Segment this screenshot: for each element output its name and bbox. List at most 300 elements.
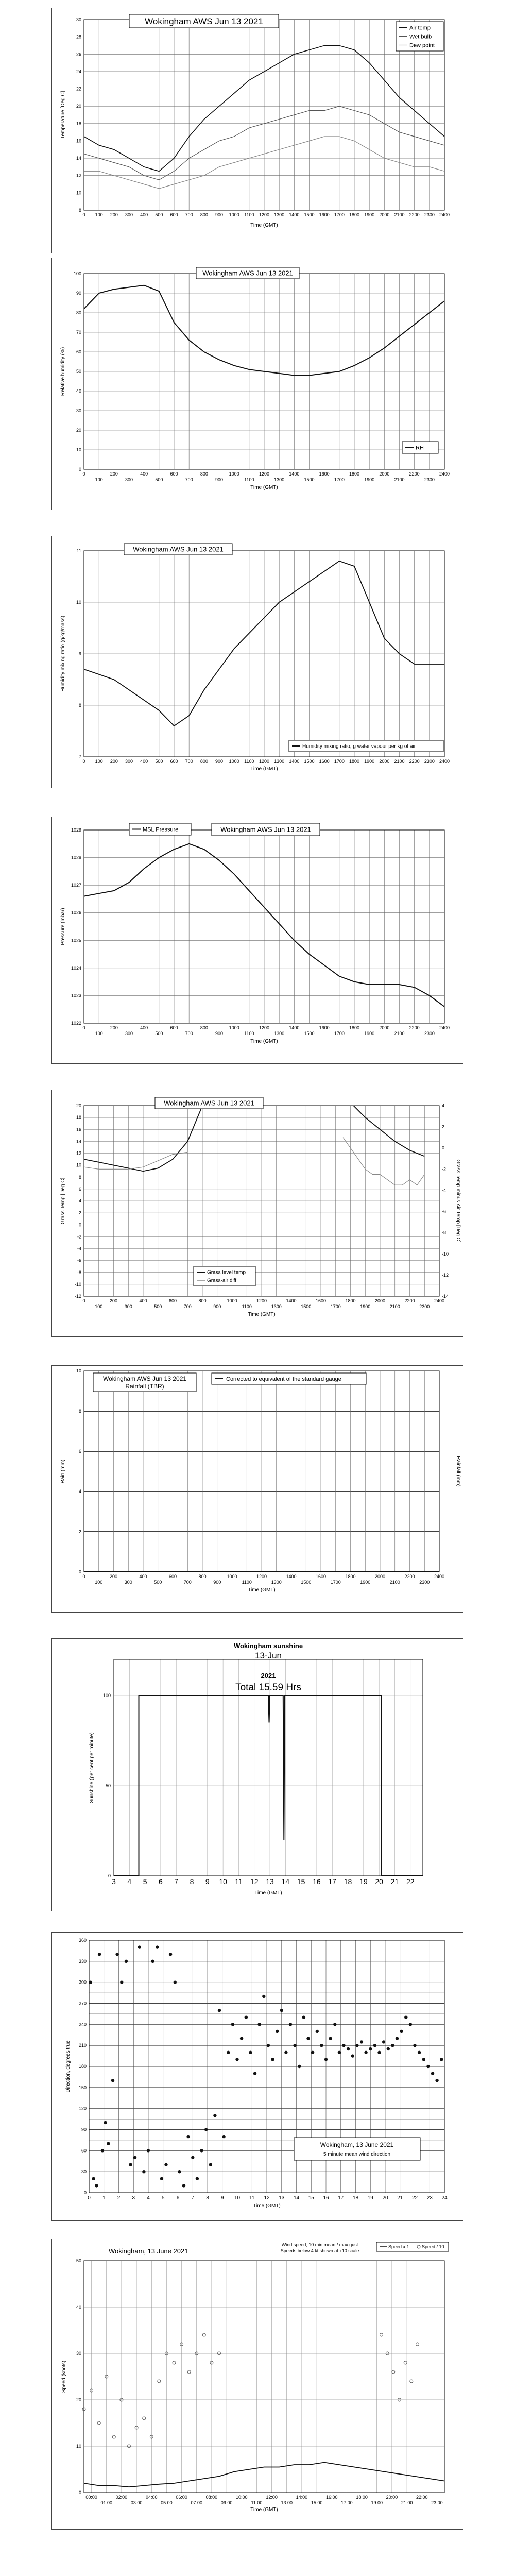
y-tick-label: 20 xyxy=(76,428,81,433)
x-tick-label: 1700 xyxy=(334,477,345,482)
x-tick-label: 13 xyxy=(266,1877,274,1886)
x-tick-label: 500 xyxy=(154,1580,162,1585)
grass-temp-chart xyxy=(52,1090,463,1336)
y-tick-label: 1029 xyxy=(71,827,81,833)
x-tick-label: 200 xyxy=(109,1298,118,1303)
x-tick-label: 1700 xyxy=(330,1580,341,1585)
chart-note: Speeds below 4 kt shown at x10 scale xyxy=(280,2248,359,2253)
x-tick-label: 16 xyxy=(313,1877,321,1886)
x-tick-label: 18 xyxy=(344,1877,352,1886)
x-tick-label: 06:00 xyxy=(176,2495,187,2500)
x-tick-label: 7 xyxy=(191,2195,195,2201)
speed-div10-point xyxy=(112,2435,115,2438)
x-tick-label: 2000 xyxy=(379,759,390,764)
x-tick-label: 2400 xyxy=(439,1025,450,1030)
x-tick-label: 18:00 xyxy=(356,2495,368,2500)
wind-direction-point xyxy=(426,2065,430,2068)
wind-direction-point xyxy=(101,2149,104,2152)
x-tick-label: 20 xyxy=(375,1877,383,1886)
wind-direction-point xyxy=(382,2040,385,2043)
y-tick-label: 1027 xyxy=(71,883,81,888)
speed-div10-point xyxy=(173,2361,176,2364)
x-tick-label: 800 xyxy=(198,1574,207,1579)
wind-speed-chart-panel xyxy=(52,2239,464,2530)
y-tick-label: 150 xyxy=(78,2084,87,2090)
wind-direction-point xyxy=(293,2044,296,2047)
wind-direction-point xyxy=(306,2037,310,2040)
wind-direction-point xyxy=(333,2023,336,2026)
y-right-tick-label: -10 xyxy=(442,1251,449,1257)
y-tick-label: 0 xyxy=(78,467,81,472)
x-tick-label: 09:00 xyxy=(220,2500,233,2505)
y-tick-label: -10 xyxy=(74,1281,81,1287)
y-tick-label: 30 xyxy=(76,2351,81,2356)
x-tick-label: 1200 xyxy=(259,212,270,217)
x-tick-label: 600 xyxy=(170,471,178,477)
legend-label: RH xyxy=(416,445,424,451)
grass-temp-chart-panel xyxy=(52,1090,464,1337)
x-tick-label: 400 xyxy=(140,471,148,477)
temperature-chart-panel xyxy=(52,8,464,253)
x-tick-label: 0 xyxy=(82,471,85,477)
y-tick-label: 40 xyxy=(76,388,81,394)
x-tick-label: 1100 xyxy=(242,1304,252,1309)
x-tick-label: 1800 xyxy=(349,1025,360,1030)
y-axis-title: Relative humidity (%) xyxy=(60,347,66,396)
x-tick-label: 15 xyxy=(297,1877,305,1886)
wind-direction-point xyxy=(209,2163,212,2166)
x-tick-label: 2200 xyxy=(409,471,420,477)
x-tick-label: 13 xyxy=(279,2195,285,2201)
wind-direction-point xyxy=(142,2170,145,2173)
x-tick-label: 1300 xyxy=(271,1580,282,1585)
wind-direction-point xyxy=(360,2040,363,2043)
speed-div10-point xyxy=(416,2343,419,2346)
y-tick-label: 10 xyxy=(76,447,81,452)
x-tick-label: 2300 xyxy=(424,759,435,764)
wind-direction-point xyxy=(196,2177,199,2180)
x-tick-label: 1800 xyxy=(349,212,360,217)
x-tick-label: 1900 xyxy=(360,1304,371,1309)
y-right-tick-label: -12 xyxy=(442,1272,449,1278)
x-tick-label: 300 xyxy=(125,212,133,217)
plot-area xyxy=(84,2261,444,2493)
y-tick-label: 18 xyxy=(76,1115,81,1121)
y-tick-label: -4 xyxy=(77,1246,81,1251)
x-tick-label: 2000 xyxy=(379,1025,390,1030)
x-axis-title: Time (GMT) xyxy=(248,1587,276,1593)
x-tick-label: 2000 xyxy=(374,1574,386,1579)
x-tick-label: 9 xyxy=(205,1877,210,1886)
x-tick-label: 400 xyxy=(140,1025,148,1030)
x-axis-title: Time (GMT) xyxy=(250,485,278,490)
humidity-chart-panel xyxy=(52,258,464,510)
chart-title: Wokingham sunshine xyxy=(233,1642,303,1650)
x-tick-label: 2000 xyxy=(379,471,390,477)
x-tick-label: 1300 xyxy=(274,477,285,482)
x-tick-label: 1600 xyxy=(319,471,330,477)
wind-direction-point xyxy=(373,2044,376,2047)
wind-direction-point xyxy=(298,2065,301,2068)
x-tick-label: 01:00 xyxy=(100,2500,113,2505)
wind-direction-point xyxy=(329,2037,332,2040)
mixing-ratio-chart-panel xyxy=(52,536,464,788)
y-right-tick-label: -6 xyxy=(442,1209,447,1214)
wind-direction-point xyxy=(387,2047,390,2050)
wind-direction-point xyxy=(156,1945,159,1948)
y-tick-label: 20 xyxy=(76,2397,81,2402)
x-tick-label: 200 xyxy=(109,1574,118,1579)
y-tick-label: 7 xyxy=(78,754,81,759)
x-tick-label: 8 xyxy=(190,1877,194,1886)
x-tick-label: 1500 xyxy=(304,759,315,764)
x-tick-label: 11 xyxy=(235,1877,243,1886)
y-tick-label: 50 xyxy=(76,369,81,374)
x-tick-label: 1800 xyxy=(345,1298,356,1303)
y-right-tick-label: -8 xyxy=(442,1230,447,1235)
y-tick-label: 26 xyxy=(76,52,81,57)
x-tick-label: 07:00 xyxy=(191,2500,203,2505)
wind-direction-point xyxy=(104,2121,107,2124)
x-tick-label: 500 xyxy=(155,477,163,482)
x-tick-label: 1700 xyxy=(334,212,345,217)
y-tick-label: 4 xyxy=(78,1198,81,1204)
x-tick-label: 2300 xyxy=(419,1304,430,1309)
x-tick-label: 0 xyxy=(82,1298,85,1303)
y-tick-label: 6 xyxy=(78,1449,81,1454)
y-tick-label: 60 xyxy=(76,349,81,354)
y-tick-label: 28 xyxy=(76,34,81,40)
y-tick-label: 80 xyxy=(76,310,81,315)
x-tick-label: 12 xyxy=(250,1877,259,1886)
x-tick-label: 19 xyxy=(367,2195,373,2201)
y-axis-title: Grass Temp [Deg C] xyxy=(60,1177,66,1225)
x-tick-label: 21 xyxy=(390,1877,399,1886)
x-tick-label: 1800 xyxy=(345,1574,356,1579)
wind-direction-point xyxy=(347,2047,350,2050)
wind-direction-point xyxy=(253,2072,256,2075)
temperature-chart xyxy=(52,8,463,253)
y-tick-label: 18 xyxy=(76,121,81,126)
y-tick-label: 2 xyxy=(78,1210,81,1216)
y-tick-label: 16 xyxy=(76,1127,81,1132)
x-tick-label: 2200 xyxy=(409,1025,420,1030)
wind-direction-point xyxy=(89,1981,92,1984)
y-tick-label: -12 xyxy=(74,1294,81,1299)
x-tick-label: 900 xyxy=(215,1031,224,1036)
wind-direction-point xyxy=(289,2023,292,2026)
x-tick-label: 1200 xyxy=(259,471,270,477)
x-tick-label: 1400 xyxy=(286,1298,297,1303)
wind-direction-point xyxy=(231,2023,234,2026)
wind-direction-point xyxy=(218,2009,221,2012)
wind-direction-point xyxy=(276,2030,279,2033)
y-tick-label: 20 xyxy=(76,104,81,109)
x-tick-label: 23 xyxy=(426,2195,433,2201)
x-tick-label: 1400 xyxy=(289,759,300,764)
chart-title: Wokingham AWS Jun 13 2021 xyxy=(102,1375,187,1382)
x-tick-label: 1500 xyxy=(304,212,315,217)
wind-direction-point xyxy=(107,2142,110,2145)
x-tick-label: 900 xyxy=(213,1304,221,1309)
x-tick-label: 2000 xyxy=(374,1298,386,1303)
y-tick-label: 8 xyxy=(78,703,81,708)
chart-title: Wokingham, 13 June 2021 xyxy=(320,2141,394,2148)
wind-direction-point xyxy=(404,2016,407,2019)
y-right-tick-label: 0 xyxy=(442,1145,445,1151)
x-tick-label: 2100 xyxy=(394,212,405,217)
x-tick-label: 13:00 xyxy=(281,2500,293,2505)
x-tick-label: 1900 xyxy=(364,1031,375,1036)
legend-label: Grass level temp xyxy=(207,1269,246,1276)
speed-div10-point xyxy=(392,2370,395,2374)
rainfall-chart xyxy=(52,1366,463,1612)
chart-title: Wokingham AWS Jun 13 2021 xyxy=(202,269,293,277)
wind-direction-point xyxy=(222,2135,225,2138)
y-axis-title: Pressure (mbar) xyxy=(60,908,66,945)
x-tick-label: 2400 xyxy=(439,759,450,764)
x-tick-label: 2100 xyxy=(389,1304,400,1309)
y-tick-label: 30 xyxy=(76,17,81,22)
y-tick-label: 2 xyxy=(78,1529,81,1534)
y-tick-label: -2 xyxy=(77,1234,81,1240)
x-tick-label: 100 xyxy=(95,1031,103,1036)
wind-direction-point xyxy=(151,1960,154,1963)
chart-year: 2021 xyxy=(261,1672,276,1680)
x-tick-label: 1500 xyxy=(301,1580,312,1585)
legend-label: Speed / 10 xyxy=(422,2244,444,2249)
wind-direction-point xyxy=(364,2051,367,2054)
x-tick-label: 10 xyxy=(219,1877,227,1886)
x-tick-label: 1000 xyxy=(229,212,239,217)
x-tick-label: 2200 xyxy=(409,212,420,217)
x-axis-title: Time (GMT) xyxy=(250,766,278,772)
legend-label: Humidity mixing ratio, g water vapour per kg of air xyxy=(302,743,416,750)
chart-title: Wokingham AWS Jun 13 2021 xyxy=(133,545,224,553)
x-tick-label: 16:00 xyxy=(325,2495,338,2500)
legend-label: Air temp xyxy=(409,25,431,31)
y-tick-label: 270 xyxy=(78,2001,87,2006)
wind-direction-point xyxy=(111,2079,114,2082)
y-tick-label: 40 xyxy=(76,2304,81,2310)
x-tick-label: 1800 xyxy=(349,471,360,477)
y-right-tick-label: -14 xyxy=(442,1294,449,1299)
y-tick-label: 100 xyxy=(102,1693,111,1698)
x-tick-label: 1000 xyxy=(229,1025,239,1030)
speed-div10-point xyxy=(404,2361,407,2364)
legend-label: MSL Pressure xyxy=(143,826,179,833)
speed-div10-point xyxy=(97,2421,100,2425)
x-tick-label: 2400 xyxy=(439,471,450,477)
y-tick-label: 0 xyxy=(108,1873,111,1878)
x-tick-label: 2100 xyxy=(394,477,405,482)
x-tick-label: 1400 xyxy=(289,1025,300,1030)
x-tick-label: 2200 xyxy=(404,1298,415,1303)
x-tick-label: 700 xyxy=(183,1580,192,1585)
x-tick-label: 1 xyxy=(102,2195,106,2201)
x-tick-label: 1300 xyxy=(274,212,285,217)
y-tick-label: 1022 xyxy=(71,1021,81,1026)
x-tick-label: 2100 xyxy=(394,759,405,764)
wind-direction-point xyxy=(98,1953,101,1956)
x-tick-label: 300 xyxy=(125,759,133,764)
x-tick-label: 500 xyxy=(155,1031,163,1036)
wind-direction-point xyxy=(396,2037,399,2040)
chart-subtitle: 5 minute mean wind direction xyxy=(323,2151,391,2157)
wind-direction-point xyxy=(258,2023,261,2026)
x-tick-label: 22 xyxy=(406,1877,415,1886)
wind-direction-point xyxy=(125,1960,128,1963)
x-tick-label: 400 xyxy=(139,1574,147,1579)
wind-direction-point xyxy=(351,2054,354,2057)
wind-direction-point xyxy=(267,2044,270,2047)
x-tick-label: 20:00 xyxy=(386,2495,398,2500)
x-tick-label: 4 xyxy=(147,2195,150,2201)
wind-direction-point xyxy=(245,2016,248,2019)
x-tick-label: 1300 xyxy=(274,1031,285,1036)
y-tick-label: 70 xyxy=(76,330,81,335)
x-tick-label: 900 xyxy=(215,212,224,217)
legend-label: Speed x 1 xyxy=(388,2244,409,2249)
x-tick-label: 0 xyxy=(82,212,85,217)
y-axis-title: Sunshine (per cent per minute) xyxy=(89,1732,95,1803)
y-tick-label: 0 xyxy=(78,1222,81,1228)
x-tick-label: 1000 xyxy=(229,759,239,764)
x-tick-label: 1900 xyxy=(364,759,375,764)
x-tick-label: 2300 xyxy=(424,212,435,217)
x-tick-label: 17 xyxy=(338,2195,344,2201)
x-tick-label: 1900 xyxy=(360,1580,371,1585)
y-tick-label: -8 xyxy=(77,1269,81,1275)
x-tick-label: 300 xyxy=(125,1031,133,1036)
x-tick-label: 1900 xyxy=(364,212,375,217)
x-tick-label: 2300 xyxy=(419,1580,430,1585)
y-axis-title: Direction, degrees true xyxy=(65,2040,71,2093)
y-tick-label: 100 xyxy=(73,271,81,276)
x-tick-label: 1700 xyxy=(330,1304,341,1309)
x-tick-label: 24 xyxy=(441,2195,448,2201)
x-tick-label: 1600 xyxy=(319,759,330,764)
x-tick-label: 700 xyxy=(185,759,193,764)
x-tick-label: 1200 xyxy=(256,1574,267,1579)
wind-speed-chart xyxy=(52,2239,463,2529)
wind-direction-chart xyxy=(52,1933,463,2220)
x-tick-label: 2 xyxy=(117,2195,121,2201)
wind-direction-point xyxy=(178,2170,181,2173)
x-tick-label: 11 xyxy=(249,2195,255,2201)
y-tick-label: 1025 xyxy=(71,938,81,943)
chart-date: 13-Jun xyxy=(255,1651,282,1660)
x-tick-label: 600 xyxy=(168,1574,177,1579)
x-tick-label: 14:00 xyxy=(296,2495,308,2500)
x-tick-label: 200 xyxy=(110,212,118,217)
x-tick-label: 23:00 xyxy=(431,2500,443,2505)
y-tick-label: 22 xyxy=(76,86,81,92)
series-line-speed-x1 xyxy=(84,2463,444,2487)
x-tick-label: 1500 xyxy=(304,1031,315,1036)
y-tick-label: 120 xyxy=(78,2106,87,2111)
x-tick-label: 21:00 xyxy=(401,2500,413,2505)
x-tick-label: 600 xyxy=(170,1025,178,1030)
x-tick-label: 15 xyxy=(308,2195,314,2201)
x-tick-label: 200 xyxy=(110,1025,118,1030)
x-tick-label: 1800 xyxy=(349,759,360,764)
wind-direction-point xyxy=(369,2047,372,2050)
y-right-tick-label: -4 xyxy=(442,1188,447,1193)
x-tick-label: 300 xyxy=(125,477,133,482)
chart-title: Wokingham AWS Jun 13 2021 xyxy=(220,825,311,834)
y-tick-label: 12 xyxy=(76,1150,81,1156)
wind-direction-point xyxy=(440,2058,443,2061)
wind-direction-point xyxy=(262,1995,265,1998)
wind-direction-point xyxy=(320,2044,323,2047)
x-tick-label: 500 xyxy=(155,212,163,217)
wind-direction-point xyxy=(133,2156,136,2159)
wind-direction-point xyxy=(235,2058,238,2061)
wind-direction-point xyxy=(355,2044,358,2047)
legend-label: Grass-air diff xyxy=(207,1278,237,1284)
y-tick-label: 0 xyxy=(78,2490,81,2495)
x-tick-label: 12 xyxy=(264,2195,270,2201)
x-tick-label: 300 xyxy=(124,1580,132,1585)
speed-div10-point xyxy=(202,2333,205,2336)
y-tick-label: 20 xyxy=(76,1103,81,1108)
x-tick-label: 20 xyxy=(382,2195,388,2201)
x-tick-label: 3 xyxy=(132,2195,135,2201)
x-tick-label: 1000 xyxy=(227,1574,237,1579)
humidity-chart xyxy=(52,258,463,510)
wind-direction-point xyxy=(120,1981,123,1984)
y-tick-label: 1024 xyxy=(71,965,81,971)
wind-direction-point xyxy=(435,2079,438,2082)
chart-title: Wokingham, 13 June 2021 xyxy=(109,2247,188,2255)
y-right-tick-label: -2 xyxy=(442,1166,447,1172)
x-tick-label: 1500 xyxy=(304,477,315,482)
speed-div10-point xyxy=(410,2380,413,2383)
x-tick-label: 2300 xyxy=(424,477,435,482)
wind-direction-point xyxy=(164,2163,167,2166)
x-tick-label: 1300 xyxy=(271,1304,282,1309)
speed-div10-point xyxy=(158,2380,161,2383)
speed-div10-point xyxy=(187,2370,191,2374)
x-tick-label: 1400 xyxy=(286,1574,297,1579)
wind-direction-point xyxy=(204,2128,208,2131)
x-tick-label: 19 xyxy=(359,1877,368,1886)
x-tick-label: 1700 xyxy=(334,759,345,764)
wind-direction-point xyxy=(316,2030,319,2033)
y-axis-title: Temperature [Deg C] xyxy=(60,91,66,139)
wind-direction-point xyxy=(169,1953,172,1956)
y-right-tick-label: 4 xyxy=(442,1103,445,1108)
chart-title: Wokingham AWS Jun 13 2021 xyxy=(145,16,263,26)
x-tick-label: 1000 xyxy=(229,471,239,477)
x-tick-label: 100 xyxy=(95,477,103,482)
y-tick-label: 8 xyxy=(78,208,81,213)
x-tick-label: 2100 xyxy=(389,1580,400,1585)
x-tick-label: 100 xyxy=(95,759,103,764)
legend-label: Dew point xyxy=(409,42,435,49)
x-tick-label: 11:00 xyxy=(251,2500,263,2505)
x-tick-label: 800 xyxy=(200,471,208,477)
x-tick-label: 800 xyxy=(200,759,208,764)
wind-direction-point xyxy=(95,2184,98,2187)
x-tick-label: 4 xyxy=(127,1877,132,1886)
wind-direction-point xyxy=(271,2058,274,2061)
x-tick-label: 400 xyxy=(140,759,148,764)
y-tick-label: 180 xyxy=(78,2064,87,2069)
x-tick-label: 700 xyxy=(185,212,193,217)
wind-direction-point xyxy=(227,2051,230,2054)
